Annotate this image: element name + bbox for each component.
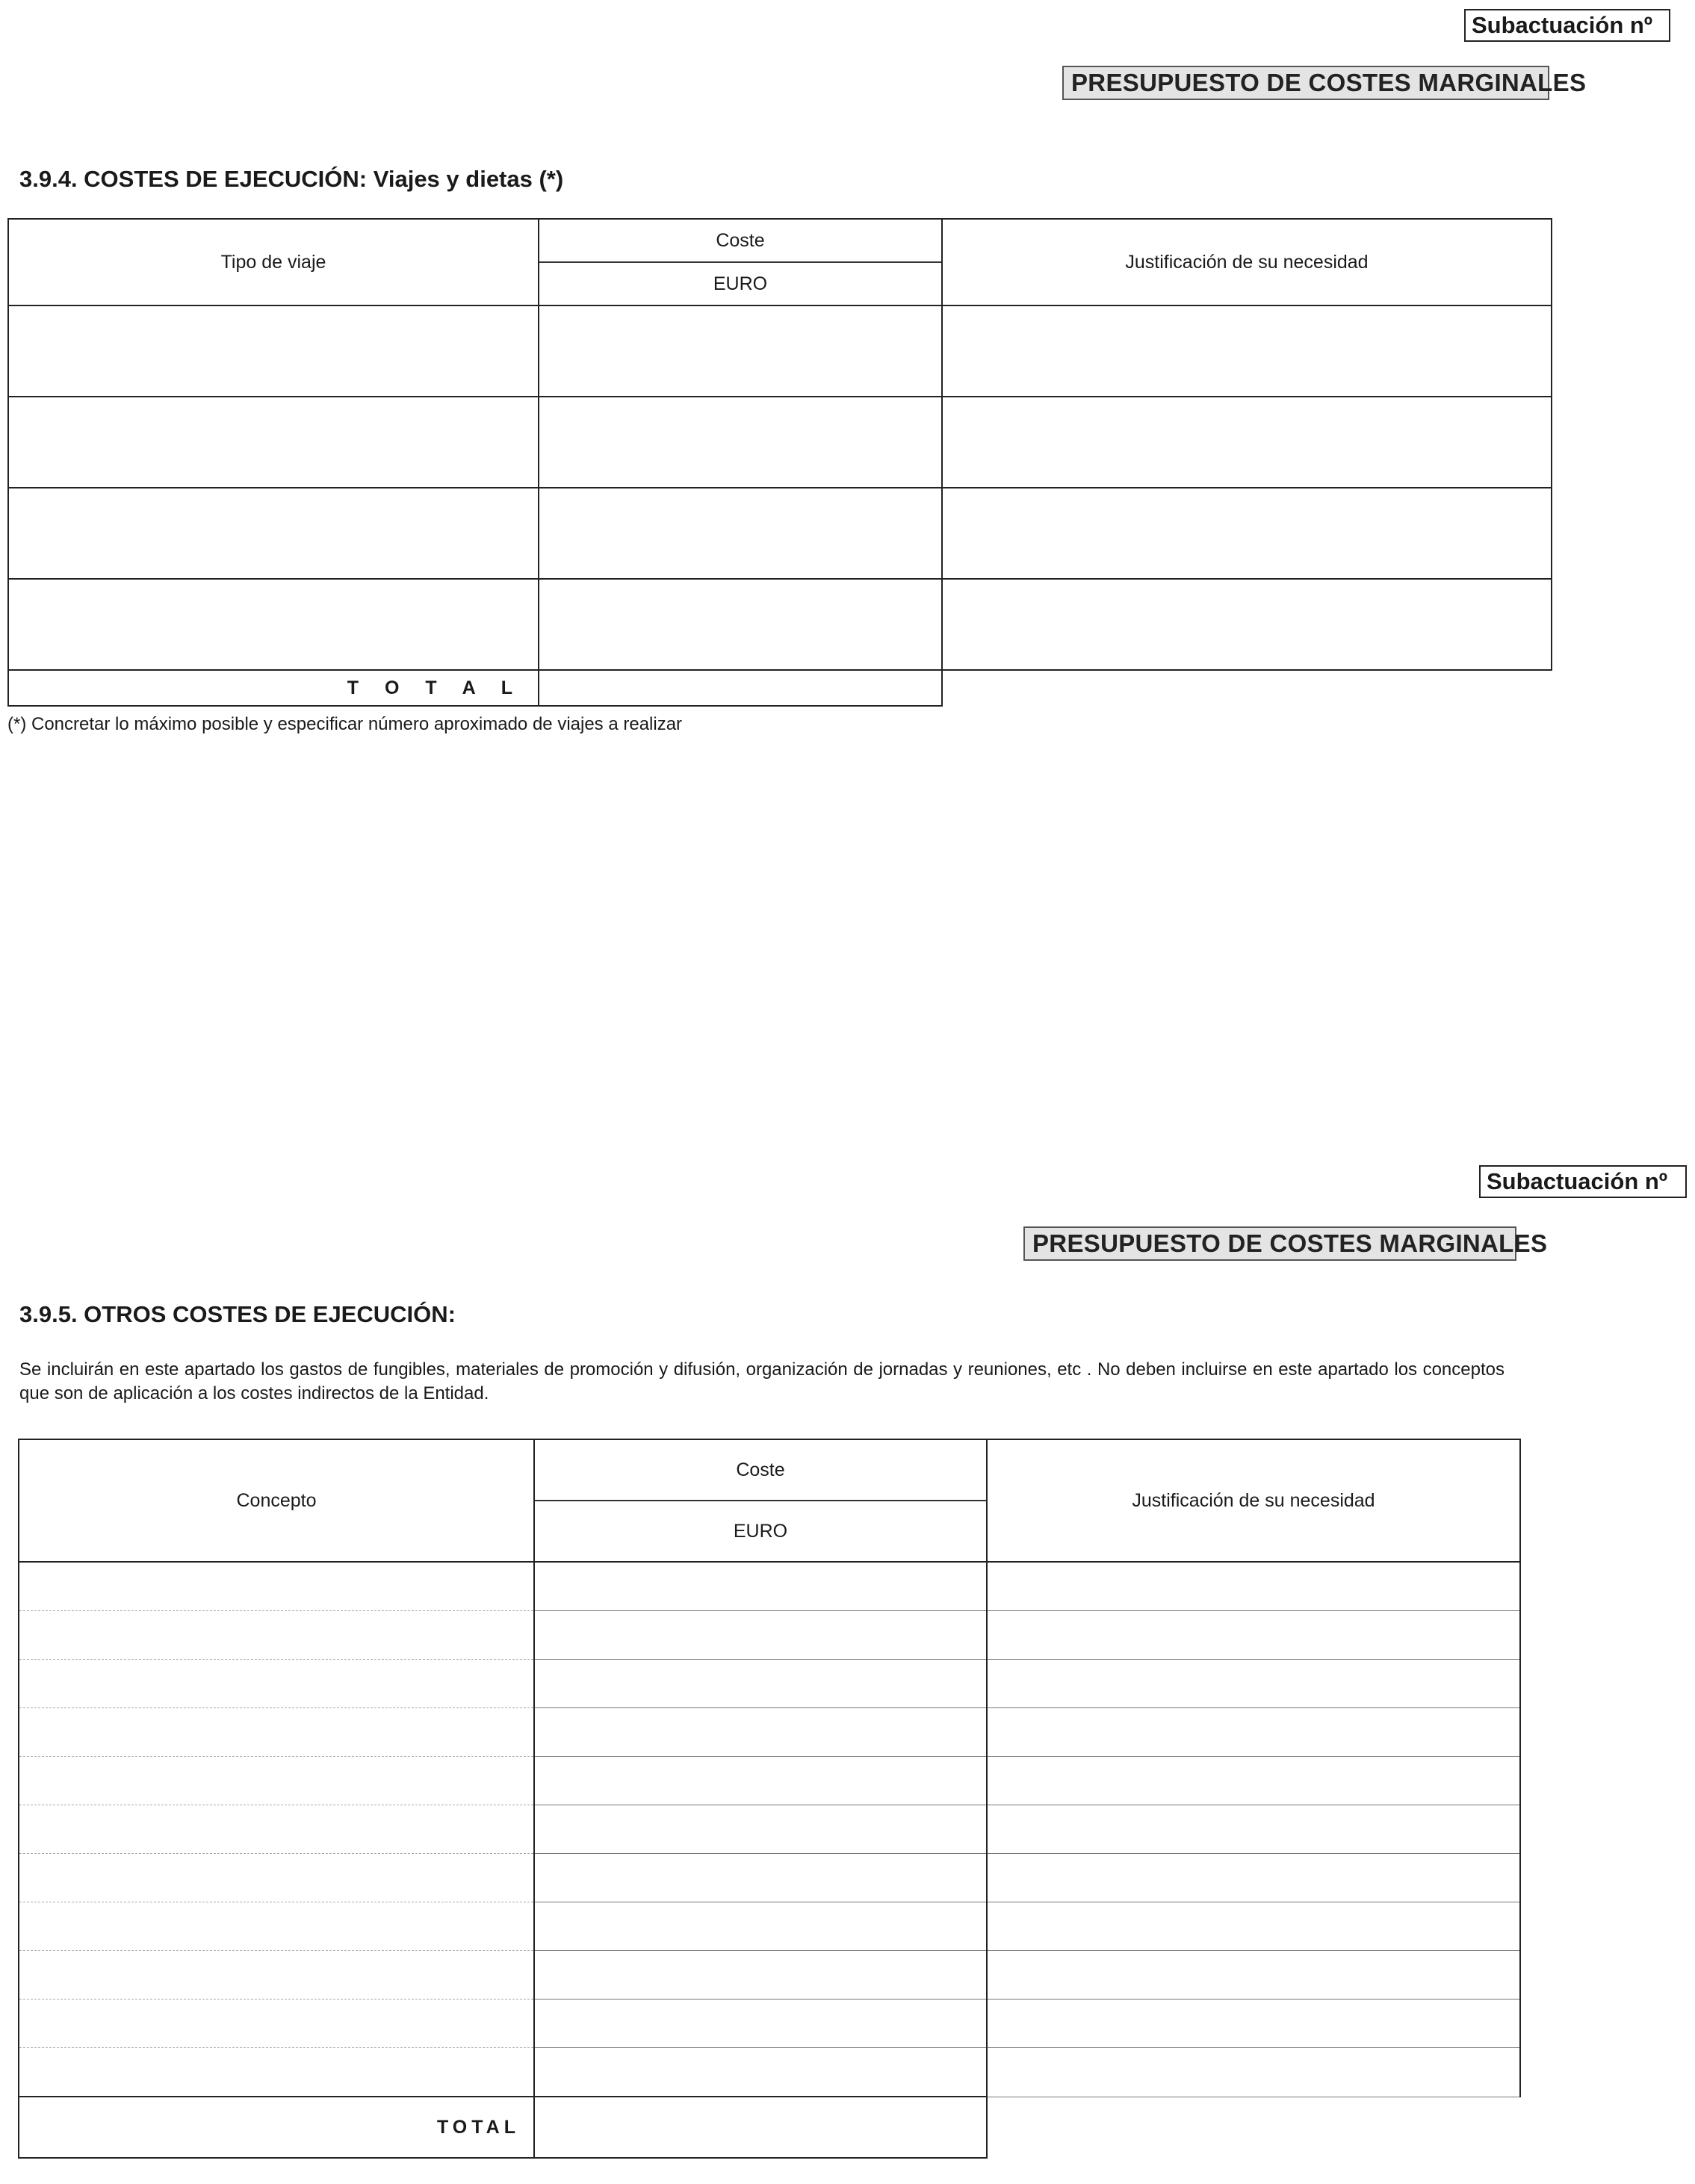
coste-cell[interactable] (534, 1805, 987, 1853)
coste-cell[interactable] (534, 1999, 987, 2047)
section-description: Se incluirán en este apartado los gastos de fungibles, materiales de promoción y difusión, organización de jornadas y reuniones, etc . No deben incluirse en este apartado los conceptos que son de aplicación a los costes indirectos de la Entidad. (19, 1359, 1505, 1403)
viajes-header-row (8, 219, 1552, 305)
total-label-2: TOTAL (19, 2097, 534, 2158)
total-row-2 (19, 2097, 1520, 2158)
tipo-viaje-cell[interactable] (8, 488, 539, 579)
coste-cell[interactable] (534, 1950, 987, 1999)
concepto-cell[interactable] (19, 1902, 534, 1950)
table-row[interactable] (8, 579, 1552, 670)
concepto-cell[interactable] (19, 1756, 534, 1805)
empty-cell (942, 670, 1552, 706)
coste-cell[interactable] (534, 1610, 987, 1659)
justificacion-cell[interactable] (942, 305, 1552, 397)
concepto-cell[interactable] (19, 1805, 534, 1853)
concepto-cell[interactable] (19, 1950, 534, 1999)
header-justificacion-2: Justificación de su necesidad (987, 1439, 1520, 1562)
table-row[interactable] (19, 1853, 1520, 1902)
coste-cell[interactable] (534, 1756, 987, 1805)
coste-cell[interactable] (539, 397, 942, 488)
justificacion-cell[interactable] (987, 1707, 1520, 1756)
footnote: (*) Concretar lo máximo posible y especificar número aproximado de viajes a realizar (7, 714, 683, 734)
subactuacion-box-1 (1464, 9, 1670, 42)
total-value-cell-2[interactable] (534, 2097, 987, 2158)
header-concepto: Concepto (19, 1439, 534, 1562)
header-justificacion: Justificación de su necesidad (942, 219, 1552, 305)
concepto-cell[interactable] (19, 1999, 534, 2047)
table-row[interactable] (19, 1659, 1520, 1707)
header-coste-unit-2: EURO (733, 1520, 788, 1542)
coste-cell[interactable] (539, 488, 942, 579)
justificacion-cell[interactable] (987, 1902, 1520, 1950)
justificacion-cell[interactable] (987, 1999, 1520, 2047)
section-title-395: 3.9.5. OTROS COSTES DE EJECUCIÓN: (19, 1301, 456, 1327)
coste-cell[interactable] (534, 1659, 987, 1707)
presupuesto-banner-2 (1023, 1226, 1548, 1261)
table-row[interactable] (19, 1756, 1520, 1805)
otros-costes-table (18, 1439, 1521, 2159)
header-coste-label-2: Coste (535, 1440, 986, 1501)
table-row[interactable] (19, 1902, 1520, 1950)
table-row[interactable] (19, 1562, 1520, 1610)
subactuacion-label-1: Subactuación nº (1472, 12, 1653, 38)
viajes-table (7, 218, 1552, 707)
tipo-viaje-cell[interactable] (8, 579, 539, 670)
concepto-cell[interactable] (19, 1610, 534, 1659)
total-label: T O T A L (8, 670, 539, 706)
justificacion-cell[interactable] (987, 1610, 1520, 1659)
concepto-cell[interactable] (19, 2047, 534, 2097)
tipo-viaje-cell[interactable] (8, 305, 539, 397)
justificacion-cell[interactable] (987, 1756, 1520, 1805)
table-row[interactable] (8, 397, 1552, 488)
presupuesto-label-1: PRESUPUESTO DE COSTES MARGINALES (1071, 69, 1587, 96)
header-coste-2 (534, 1439, 987, 1562)
coste-cell[interactable] (534, 1562, 987, 1610)
total-row (8, 670, 1552, 706)
justificacion-cell[interactable] (987, 1853, 1520, 1902)
header-coste-unit: EURO (713, 273, 768, 294)
table-row[interactable] (8, 305, 1552, 397)
presupuesto-banner-1 (1062, 66, 1587, 100)
table-row[interactable] (19, 1707, 1520, 1756)
concepto-cell[interactable] (19, 1659, 534, 1707)
justificacion-cell[interactable] (942, 579, 1552, 670)
coste-cell[interactable] (534, 1707, 987, 1756)
header-tipo-viaje: Tipo de viaje (8, 219, 539, 305)
coste-cell[interactable] (539, 579, 942, 670)
justificacion-cell[interactable] (987, 1562, 1520, 1610)
otros-header-row (19, 1439, 1520, 1562)
justificacion-cell[interactable] (987, 2047, 1520, 2097)
justificacion-cell[interactable] (987, 1950, 1520, 1999)
coste-cell[interactable] (534, 2047, 987, 2097)
table-row[interactable] (19, 1999, 1520, 2047)
table-row[interactable] (8, 488, 1552, 579)
total-value-cell[interactable] (539, 670, 942, 706)
presupuesto-label-2: PRESUPUESTO DE COSTES MARGINALES (1032, 1229, 1548, 1257)
justificacion-cell[interactable] (987, 1659, 1520, 1707)
coste-cell[interactable] (539, 305, 942, 397)
coste-cell[interactable] (534, 1853, 987, 1902)
header-coste-label: Coste (539, 220, 941, 263)
concepto-cell[interactable] (19, 1707, 534, 1756)
coste-cell[interactable] (534, 1902, 987, 1950)
header-coste (539, 219, 942, 305)
table-row[interactable] (19, 1805, 1520, 1853)
table-row[interactable] (19, 1950, 1520, 1999)
tipo-viaje-cell[interactable] (8, 397, 539, 488)
justificacion-cell[interactable] (987, 1805, 1520, 1853)
empty-cell (987, 2097, 1520, 2158)
section-title-394: 3.9.4. COSTES DE EJECUCIÓN: Viajes y dietas (*) (19, 166, 564, 192)
subactuacion-box-2 (1479, 1165, 1687, 1198)
concepto-cell[interactable] (19, 1853, 534, 1902)
table-row[interactable] (19, 2047, 1520, 2097)
concepto-cell[interactable] (19, 1562, 534, 1610)
subactuacion-label-2: Subactuación nº (1487, 1168, 1668, 1194)
justificacion-cell[interactable] (942, 397, 1552, 488)
justificacion-cell[interactable] (942, 488, 1552, 579)
table-row[interactable] (19, 1610, 1520, 1659)
